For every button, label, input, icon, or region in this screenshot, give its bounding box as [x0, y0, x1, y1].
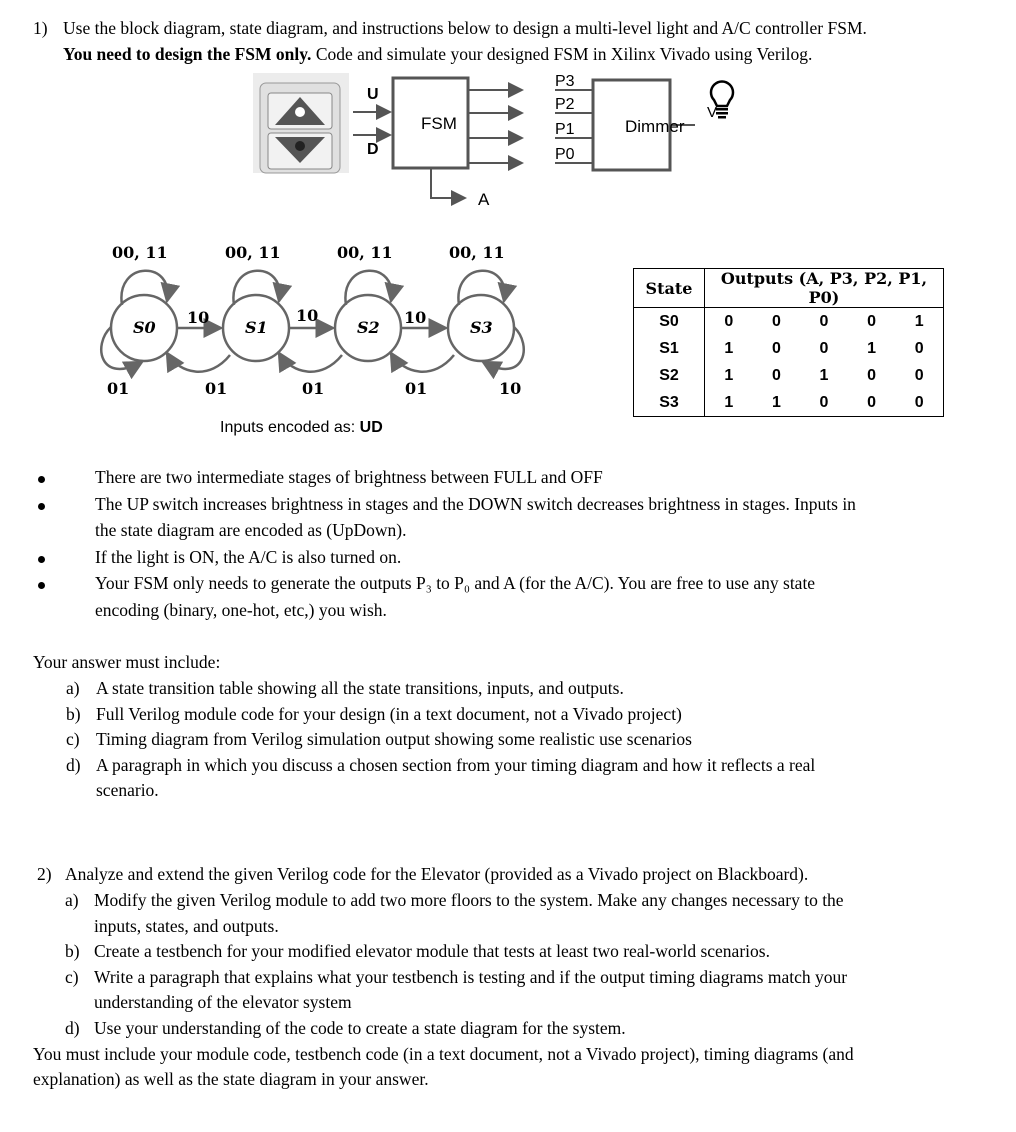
answer-item-label: d)	[66, 754, 81, 775]
output-cell: 0	[848, 308, 896, 336]
bullet-icon	[38, 582, 45, 589]
s1-loop-label: 00, 11	[225, 243, 281, 262]
diagram-caption: Inputs encoded as: UD	[220, 419, 383, 436]
state-s0: S0	[133, 318, 156, 337]
output-cell: 0	[819, 339, 829, 357]
output-cell: 0	[895, 389, 943, 417]
s3-loop-label: 00, 11	[449, 243, 505, 262]
q2-item-label: d)	[65, 1017, 80, 1038]
bullet-text: The UP switch increases brightness in stages and the DOWN switch decreases brightness in stages. Inputs in	[95, 493, 856, 514]
bullet-text: the state diagram are encoded as (UpDown).	[95, 520, 407, 540]
q2-item-text: Write a paragraph that explains what your testbench is testing and if the output timing diagrams match your	[94, 966, 848, 987]
output-cell: 0	[800, 389, 848, 417]
s1-s2-label: 10	[296, 306, 319, 325]
table-row	[634, 362, 944, 389]
output-cell: 0	[771, 339, 781, 357]
bullet-text: encoding (binary, one-hot, etc,) you wish.	[95, 599, 387, 620]
q2-item-label: b)	[65, 941, 80, 961]
output-cell: 0	[895, 362, 943, 389]
answer-item-text: scenario.	[96, 780, 159, 800]
bullet-icon	[38, 476, 45, 483]
table-header-state: State	[634, 269, 705, 308]
state-cell: S1	[634, 335, 705, 362]
output-cell: 1	[753, 389, 801, 417]
dimmer-label: Dimmer	[625, 117, 685, 136]
s0-self-01-label: 01	[107, 379, 130, 398]
output-cell: 1	[724, 366, 734, 384]
output-a: A	[478, 190, 490, 209]
q2-item-text: Create a testbench for your modified elevator module that tests at least two real-world scenarios.	[94, 941, 770, 961]
s3-s2-label: 01	[405, 379, 428, 398]
answer-item-label: c)	[66, 729, 80, 749]
fsm-label: FSM	[421, 114, 457, 133]
state-s2: S2	[357, 318, 380, 337]
state-cell: S2	[634, 362, 705, 389]
output-cell: 0	[867, 366, 877, 384]
output-p2: P2	[555, 96, 575, 113]
q1-number: 1)	[33, 18, 48, 38]
output-cell: 1	[724, 339, 734, 357]
output-cell: 1	[895, 308, 943, 336]
answer-intro: Your answer must include:	[33, 652, 221, 672]
answer-item-text: Full Verilog module code for your design (in a text document, not a Vivado project)	[96, 703, 682, 724]
s2-s1-label: 01	[302, 379, 325, 398]
q2-item-label: c)	[65, 966, 79, 987]
state-s1: S1	[245, 318, 268, 337]
state-s3: S3	[470, 318, 493, 337]
table-row	[634, 389, 944, 417]
output-cell: 0	[848, 389, 896, 417]
answer-item-label: a)	[66, 678, 80, 698]
block-diagram	[250, 70, 810, 220]
q1-line1: Use the block diagram, state diagram, and instructions below to design a multi-level light and A/C controller FSM.	[63, 18, 867, 38]
output-p0: P0	[555, 146, 575, 163]
state-output-table	[633, 268, 944, 417]
q2-number: 2)	[37, 864, 52, 884]
output-p3: P3	[555, 73, 575, 90]
closing-line1: You must include your module code, testbench code (in a text document, not a Vivado project), timing diagrams (and	[33, 1044, 854, 1064]
output-cell: 0	[705, 308, 753, 336]
closing-line2: explanation) as well as the state diagram in your answer.	[33, 1069, 429, 1089]
state-cell: S0	[634, 308, 705, 336]
switch-panel-image	[253, 73, 349, 173]
input-u: U	[367, 86, 379, 103]
output-cell: 0	[771, 366, 781, 384]
q2-line1: Analyze and extend the given Verilog code for the Elevator (provided as a Vivado project on Blackboard).	[65, 864, 809, 884]
bullet-text: Your FSM only needs to generate the outputs P₃ to P₀ and A (for the A/C). You are free to use any state	[95, 573, 816, 593]
q2-item-text: Modify the given Verilog module to add two more floors to the system. Make any changes necessary to the	[94, 890, 844, 910]
s1-s0-label: 01	[205, 379, 228, 398]
answer-item-text: Timing diagram from Verilog simulation output showing some realistic use scenarios	[96, 729, 692, 749]
table-row	[634, 335, 944, 362]
state-cell: S3	[634, 389, 705, 417]
q2-item-text: Use your understanding of the code to create a state diagram for the system.	[94, 1017, 626, 1038]
bullet-text: If the light is ON, the A/C is also turned on.	[95, 546, 402, 567]
q1-line2: Code and simulate your designed FSM in Xilinx Vivado using Verilog.	[311, 44, 813, 64]
table-row	[634, 308, 944, 336]
s2-loop-label: 00, 11	[337, 243, 393, 262]
answer-item-label: b)	[66, 703, 81, 724]
bullet-icon	[38, 556, 45, 563]
bullet-text: There are two intermediate stages of brightness between FULL and OFF	[95, 467, 603, 487]
q2-item-label: a)	[65, 890, 79, 910]
output-p1: P1	[555, 121, 575, 138]
output-cell: 0	[895, 335, 943, 362]
output-cell: 1	[705, 389, 753, 417]
s0-s1-label: 10	[187, 308, 210, 327]
q1-bold-instruction: You need to design the FSM only.	[63, 44, 312, 64]
output-cell: 0	[753, 308, 801, 336]
answer-item-text: A state transition table showing all the state transitions, inputs, and outputs.	[96, 678, 624, 698]
s2-s3-label: 10	[404, 308, 427, 327]
q2-item-text: understanding of the elevator system	[94, 992, 352, 1012]
table-header-outputs: Outputs (A, P3, P2, P1, P0)	[705, 269, 944, 308]
q2-item-text: inputs, states, and outputs.	[94, 915, 279, 936]
output-cell: 0	[800, 308, 848, 336]
output-cell: 1	[867, 339, 877, 357]
input-d: D	[367, 141, 379, 158]
s3-self-10-label: 10	[499, 379, 522, 398]
output-cell: 1	[819, 366, 829, 384]
output-v: V	[707, 104, 718, 121]
s0-loop-label: 00, 11	[112, 243, 168, 262]
answer-item-text: A paragraph in which you discuss a chosen section from your timing diagram and how it reflects a real	[96, 754, 816, 775]
bullet-icon	[38, 503, 45, 510]
